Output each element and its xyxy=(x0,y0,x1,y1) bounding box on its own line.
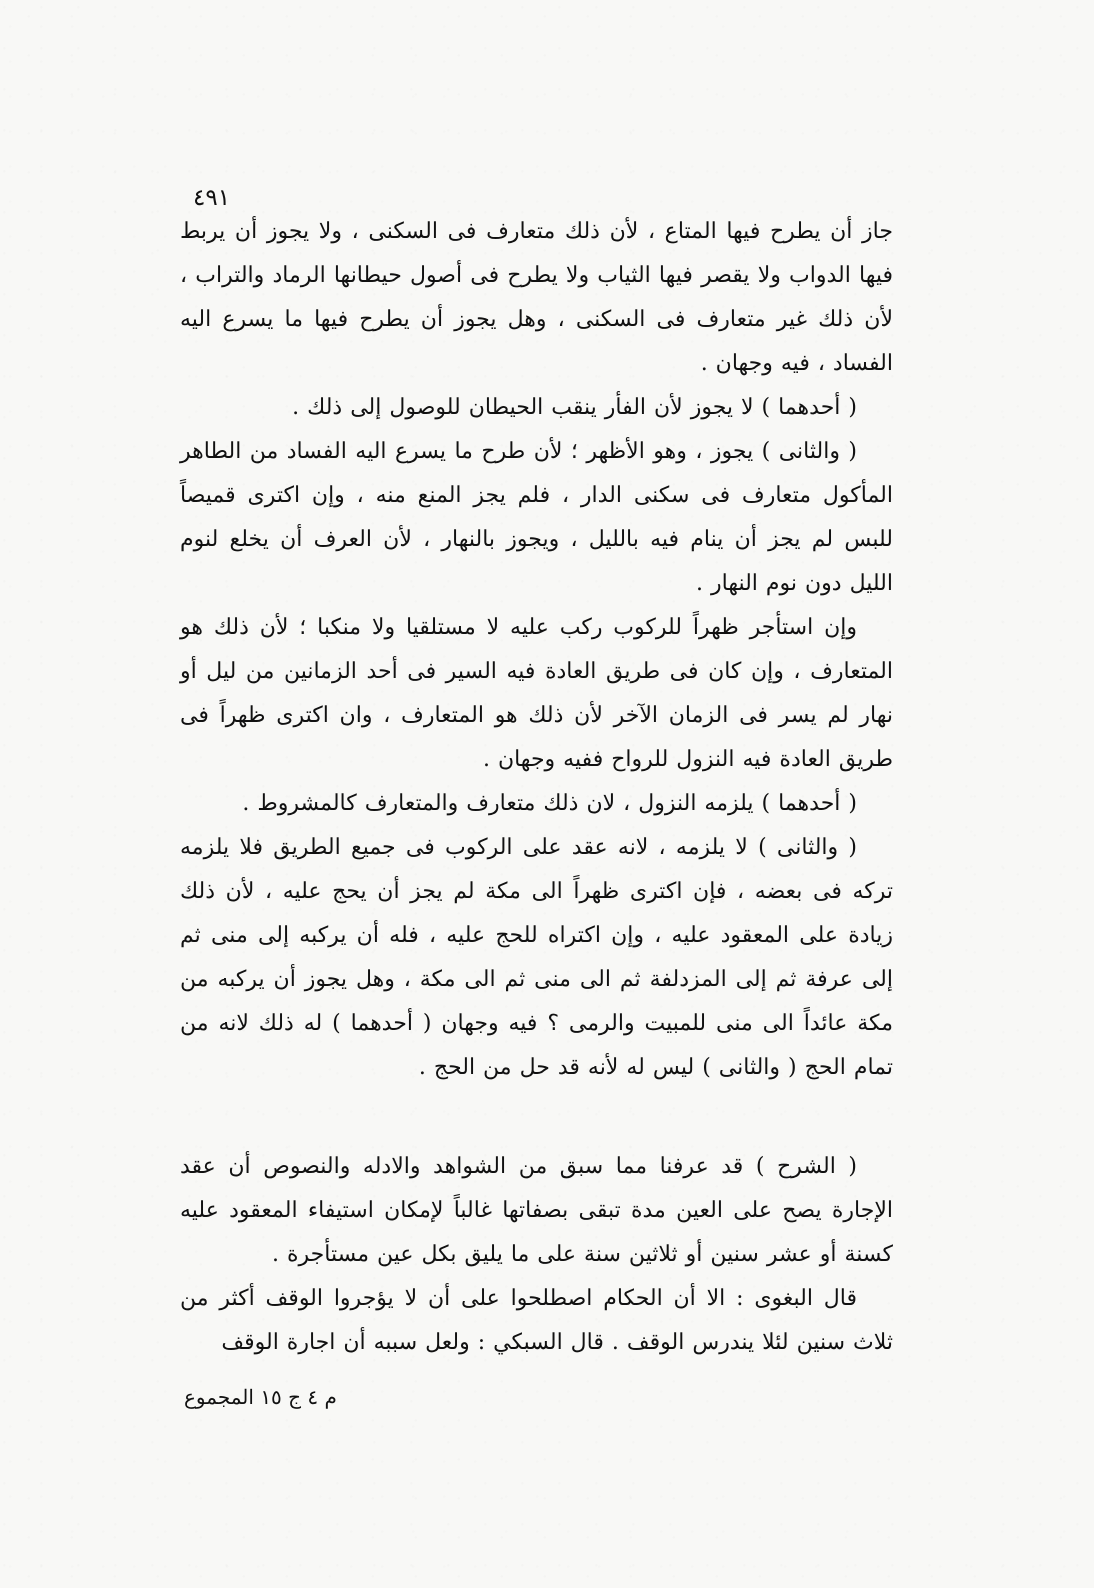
main-paragraph-3: ( والثانى ) يجوز ، وهو الأظهر ؛ لأن طرح ما يسرع اليه الفساد من الطاهر المأكول متعارف فى سكنى الدار ، فلم يجز المنع منه ، وإن اكترى قميصاً للبس لم يجز أن ينام فيه بالليل ، ويجوز بالنهار ، لأن العرف أن يخلع لنوم الليل دون نوم النهار . xyxy=(180,439,893,596)
main-paragraph-1: جاز أن يطرح فيها المتاع ، لأن ذلك متعارف فى السكنى ، ولا يجوز أن يربط فيها الدواب ولا يقصر فيها الثياب ولا يطرح فى أصول حيطانها الرماد والتراب ، لأن ذلك غير متعارف فى السكنى ، وهل يجوز أن يطرح فيها ما يسرع اليه الفساد ، فيه وجهان . xyxy=(180,219,893,376)
main-paragraph-2: ( أحدهما ) لا يجوز لأن الفأر ينقب الحيطان للوصول إلى ذلك . xyxy=(292,395,857,420)
commentary-paragraph-1: ( الشرح ) قد عرفنا مما سبق من الشواهد والادله والنصوص أن عقد الإجارة يصح على العين مدة تبقى بصفاتها غالباً لإمكان استيفاء المعقود عليه كسنة أو عشر سنين أو ثلاثين سنة على ما يليق بكل عين مستأجرة . xyxy=(180,1154,893,1267)
main-paragraph-4: وإن استأجر ظهراً للركوب ركب عليه لا مستلقيا ولا منكبا ؛ لأن ذلك هو المتعارف ، وإن كان فى طريق العادة فيه السير فى أحد الزمانين من ليل أو نهار لم يسر فى الزمان الآخر لأن ذلك هو المتعارف ، وان اكترى ظهراً فى طريق العادة فيه النزول للرواح ففيه وجهان . xyxy=(180,615,893,772)
main-paragraph-5: ( أحدهما ) يلزمه النزول ، لان ذلك متعارف والمتعارف كالمشروط . xyxy=(242,791,857,816)
footer-signature: م ٤ ج ١٥ المجموع xyxy=(184,1385,337,1409)
page-number: ٤٩١ xyxy=(193,185,231,211)
commentary-paragraph-2: قال البغوى : الا أن الحكام اصطلحوا على أن لا يؤجروا الوقف أكثر من ثلاث سنين لئلا يندرس الوقف . قال السبكي : ولعل سببه أن اجارة الوقف xyxy=(180,1286,893,1355)
commentary-text-block xyxy=(180,1145,893,1505)
main-text-block xyxy=(180,210,893,1290)
main-paragraph-6: ( والثانى ) لا يلزمه ، لانه عقد على الركوب فى جميع الطريق فلا يلزمه تركه فى بعضه ، فإن اكترى ظهراً الى مكة لم يجز أن يحج عليه ، لأن ذلك زيادة على المعقود عليه ، وإن اكتراه للحج عليه ، فله أن يركبه إلى منى ثم إلى عرفة ثم إلى المزدلفة ثم الى منى ثم الى مكة ، وهل يجوز أن يركبه من مكة عائداً الى منى للمبيت والرمى ؟ فيه وجهان ( أحدهما ) له ذلك لانه من تمام الحج ( والثانى ) ليس له لأنه قد حل من الحج . xyxy=(180,835,893,1080)
